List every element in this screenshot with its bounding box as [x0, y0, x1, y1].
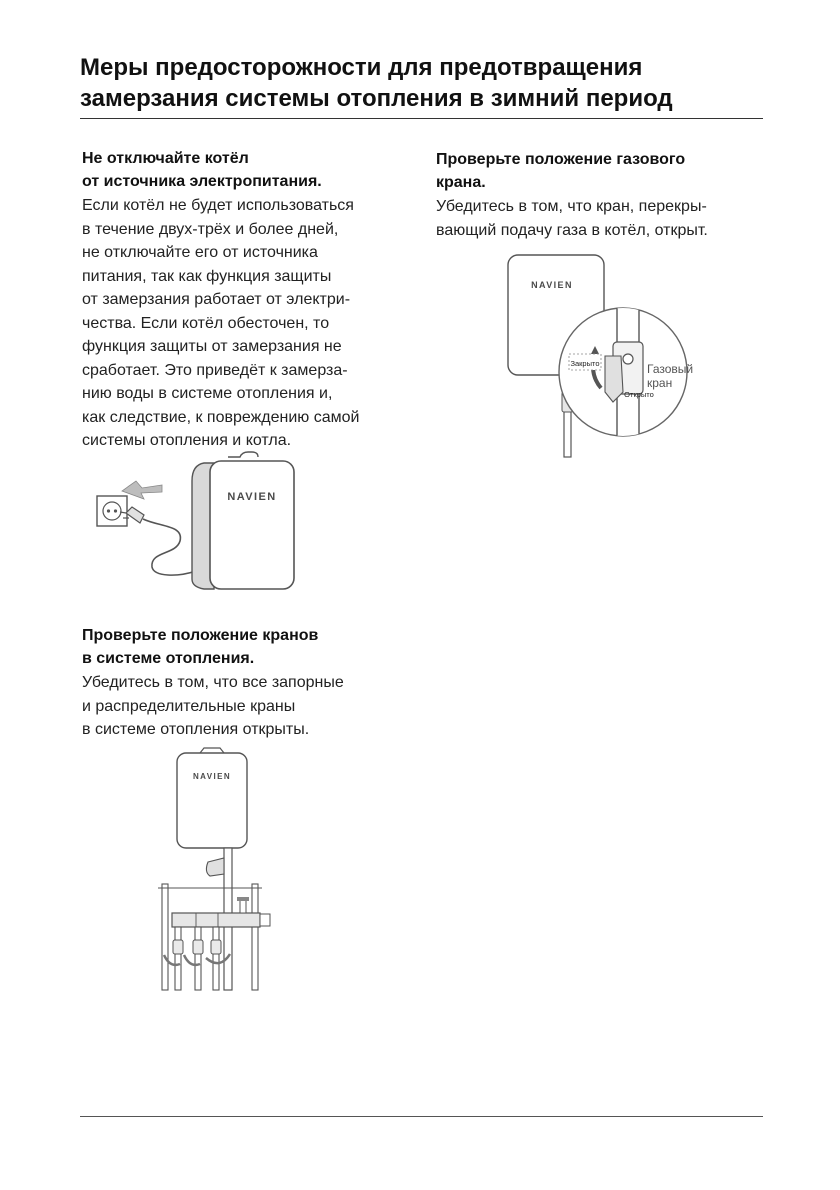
body-line: питания, так как функция защиты — [82, 267, 332, 285]
unplug-arrow-icon — [122, 481, 162, 499]
footer-divider — [80, 1116, 763, 1117]
page-title-line-1: Меры предосторожности для предотвращения — [80, 54, 643, 81]
heading-line: от источника электропитания. — [82, 173, 322, 190]
body-line: нию воды в системе отопления и, — [82, 385, 333, 402]
boiler-icon — [192, 452, 294, 589]
heading-line: в системе отопления. — [82, 650, 255, 667]
gas-valve-illustration — [505, 252, 705, 457]
boiler-brand-label: NAVIEN — [531, 280, 573, 290]
body-line: системы отопления и котла. — [82, 432, 292, 449]
title-divider — [80, 118, 763, 119]
body-line: сработает. Это приведёт к замерза- — [82, 361, 348, 379]
section-check-heating-valves — [82, 624, 387, 742]
boiler-power-illustration — [88, 455, 298, 595]
power-cable — [143, 519, 196, 575]
section-body — [82, 194, 387, 453]
distribution-valve-icon — [184, 927, 203, 990]
body-line: чества. Если котёл обесточен, то — [82, 314, 330, 332]
gas-valve-label-line-1: Газовый — [647, 362, 694, 376]
body-line: в течение двух-трёх и более дней, — [82, 220, 339, 238]
manifold — [172, 913, 260, 927]
gas-valve-label-line-2: кран — [647, 376, 673, 390]
body-line: от замерзания работает от электри- — [82, 291, 351, 308]
body-line: функция защиты от замерзания не — [82, 338, 342, 355]
section-heading — [82, 147, 387, 193]
section-body — [82, 671, 387, 742]
body-line: Убедитесь в том, что все запорные — [82, 674, 344, 691]
heading-line: крана. — [436, 174, 486, 191]
wall-socket-icon — [97, 496, 127, 526]
body-line: в системе отопления открыты. — [82, 721, 310, 738]
boiler-icon — [177, 748, 247, 848]
section-check-gas-valve — [436, 148, 741, 242]
body-line: Если котёл не будет использоваться — [82, 197, 354, 214]
closed-position-label: Закрыто — [570, 359, 600, 368]
body-line: вающий подачу газа в котёл, открыт. — [436, 221, 708, 239]
heading-line: Проверьте положение кранов — [82, 627, 319, 644]
body-line: как следствие, к повреждению самой — [82, 408, 360, 426]
section-keep-power-on — [82, 147, 387, 453]
page-title — [80, 52, 780, 114]
section-heading — [436, 148, 741, 194]
open-position-label: Открыто — [624, 390, 654, 399]
body-line: не отключайте его от источника — [82, 244, 318, 261]
boiler-brand-label: NAVIEN — [192, 772, 232, 781]
boiler-shutoff-valve-icon — [206, 858, 224, 876]
heating-valves-illustration — [150, 748, 280, 990]
body-line: и распределительные краны — [82, 697, 296, 715]
boiler-brand-label: NAVIEN — [227, 491, 277, 503]
gas-valve-handle-icon — [605, 356, 623, 402]
section-body — [436, 195, 741, 242]
heading-line: Проверьте положение газового — [436, 151, 686, 168]
section-heading — [82, 624, 387, 670]
heading-line: Не отключайте котёл — [82, 150, 249, 167]
page-title-line-2: замерзания системы отопления в зимний период — [80, 85, 673, 112]
body-line: Убедитесь в том, что кран, перекры- — [436, 198, 707, 215]
